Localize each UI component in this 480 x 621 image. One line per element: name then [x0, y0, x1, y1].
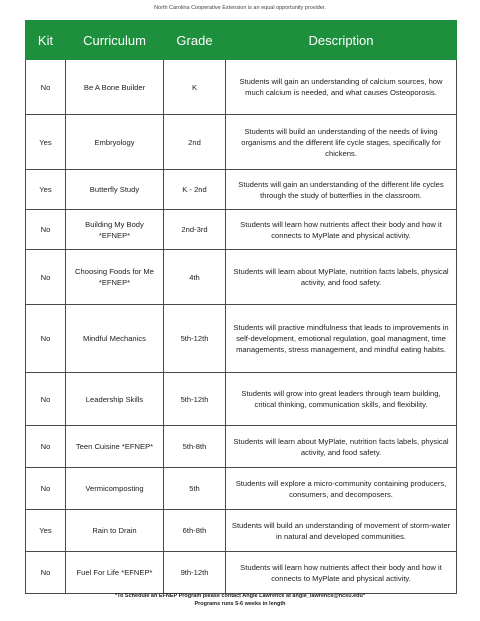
- description-cell: Students will build an understanding of the needs of living organisms and the different life cycle stages, specifically for chickens.: [226, 115, 457, 170]
- grade-cell: 5th: [164, 468, 226, 510]
- kit-cell: No: [26, 305, 66, 373]
- table-row: [26, 305, 457, 373]
- kit-column-header: Kit: [26, 21, 66, 60]
- table-row: [26, 115, 457, 170]
- grade-cell: 5th-8th: [164, 426, 226, 468]
- curriculum-cell: Fuel For Life *EFNEP*: [66, 552, 164, 594]
- table-row: [26, 250, 457, 305]
- description-cell: Students will gain an understanding of the different life cycles through the study of butterflies in the classroom.: [226, 170, 457, 210]
- kit-cell: Yes: [26, 170, 66, 210]
- grade-cell: K - 2nd: [164, 170, 226, 210]
- description-cell: Students will build an understanding of movement of storm-water in natural and developed communities.: [226, 510, 457, 552]
- efnep-contact-note: *To Schedule an EFNEP Program please contact Angie Lawrence at angie_lawrence@ncsu.edu*: [114, 593, 366, 599]
- curriculum-table: [25, 20, 457, 594]
- description-cell: Students will grow into great leaders through team building, critical thinking, communication skills, and flexibility.: [226, 373, 457, 426]
- footer-note: [0, 593, 480, 609]
- grade-column-header: Grade: [164, 21, 226, 60]
- table-header-row: [26, 21, 457, 60]
- table-row: [26, 170, 457, 210]
- kit-cell: Yes: [26, 115, 66, 170]
- curriculum-cell: Choosing Foods for Me *EFNEP*: [66, 250, 164, 305]
- curriculum-cell: Vermicomposting: [66, 468, 164, 510]
- table-row: [26, 210, 457, 250]
- description-cell: Students will learn about MyPlate, nutrition facts labels, physical activity, and food safety.: [226, 250, 457, 305]
- curriculum-cell: Rain to Drain: [66, 510, 164, 552]
- grade-cell: 2nd: [164, 115, 226, 170]
- grade-cell: 2nd-3rd: [164, 210, 226, 250]
- kit-cell: Yes: [26, 510, 66, 552]
- kit-cell: No: [26, 373, 66, 426]
- grade-cell: K: [164, 60, 226, 115]
- curriculum-cell: Be A Bone Builder: [66, 60, 164, 115]
- table-row: [26, 373, 457, 426]
- description-cell: Students will learn how nutrients affect their body and how it connects to MyPlate and physical activity.: [226, 552, 457, 594]
- description-column-header: Description: [226, 21, 457, 60]
- table-row: [26, 468, 457, 510]
- curriculum-cell: Teen Cuisine *EFNEP*: [66, 426, 164, 468]
- curriculum-cell: Leadership Skills: [66, 373, 164, 426]
- curriculum-cell: Butterfly Study: [66, 170, 164, 210]
- grade-cell: 6th-8th: [164, 510, 226, 552]
- kit-cell: No: [26, 468, 66, 510]
- equal-opportunity-note: North Carolina Cooperative Extension is an equal opportunity provider.: [154, 5, 326, 11]
- curriculum-cell: Mindful Mechanics: [66, 305, 164, 373]
- curriculum-cell: Embryology: [66, 115, 164, 170]
- description-cell: Students will gain an understanding of calcium sources, how much calcium is needed, and what causes Osteoporosis.: [226, 60, 457, 115]
- table-row: [26, 60, 457, 115]
- description-cell: Students will learn how nutrients affect their body and how it connects to MyPlate and physical activity.: [226, 210, 457, 250]
- table-row: [26, 426, 457, 468]
- kit-cell: No: [26, 552, 66, 594]
- grade-cell: 9th-12th: [164, 552, 226, 594]
- program-length-note: Programs runs 5-6 weeks in length: [194, 600, 286, 607]
- table-row: [26, 552, 457, 594]
- grade-cell: 4th: [164, 250, 226, 305]
- description-cell: Students will learn about MyPlate, nutrition facts labels, physical activity, and food safety.: [226, 426, 457, 468]
- kit-cell: No: [26, 250, 66, 305]
- grade-cell: 5th-12th: [164, 305, 226, 373]
- description-cell: Students will practive mindfulness that leads to improvements in self-development, emotional regulation, goal managment, time managements, stress management, and mindful eating habits.: [226, 305, 457, 373]
- curriculum-column-header: Curriculum: [66, 21, 164, 60]
- kit-cell: No: [26, 60, 66, 115]
- table-row: [26, 510, 457, 552]
- grade-cell: 5th-12th: [164, 373, 226, 426]
- curriculum-cell: Building My Body *EFNEP*: [66, 210, 164, 250]
- description-cell: Students will explore a micro-community containing producers, consumers, and decomposers.: [226, 468, 457, 510]
- kit-cell: No: [26, 426, 66, 468]
- kit-cell: No: [26, 210, 66, 250]
